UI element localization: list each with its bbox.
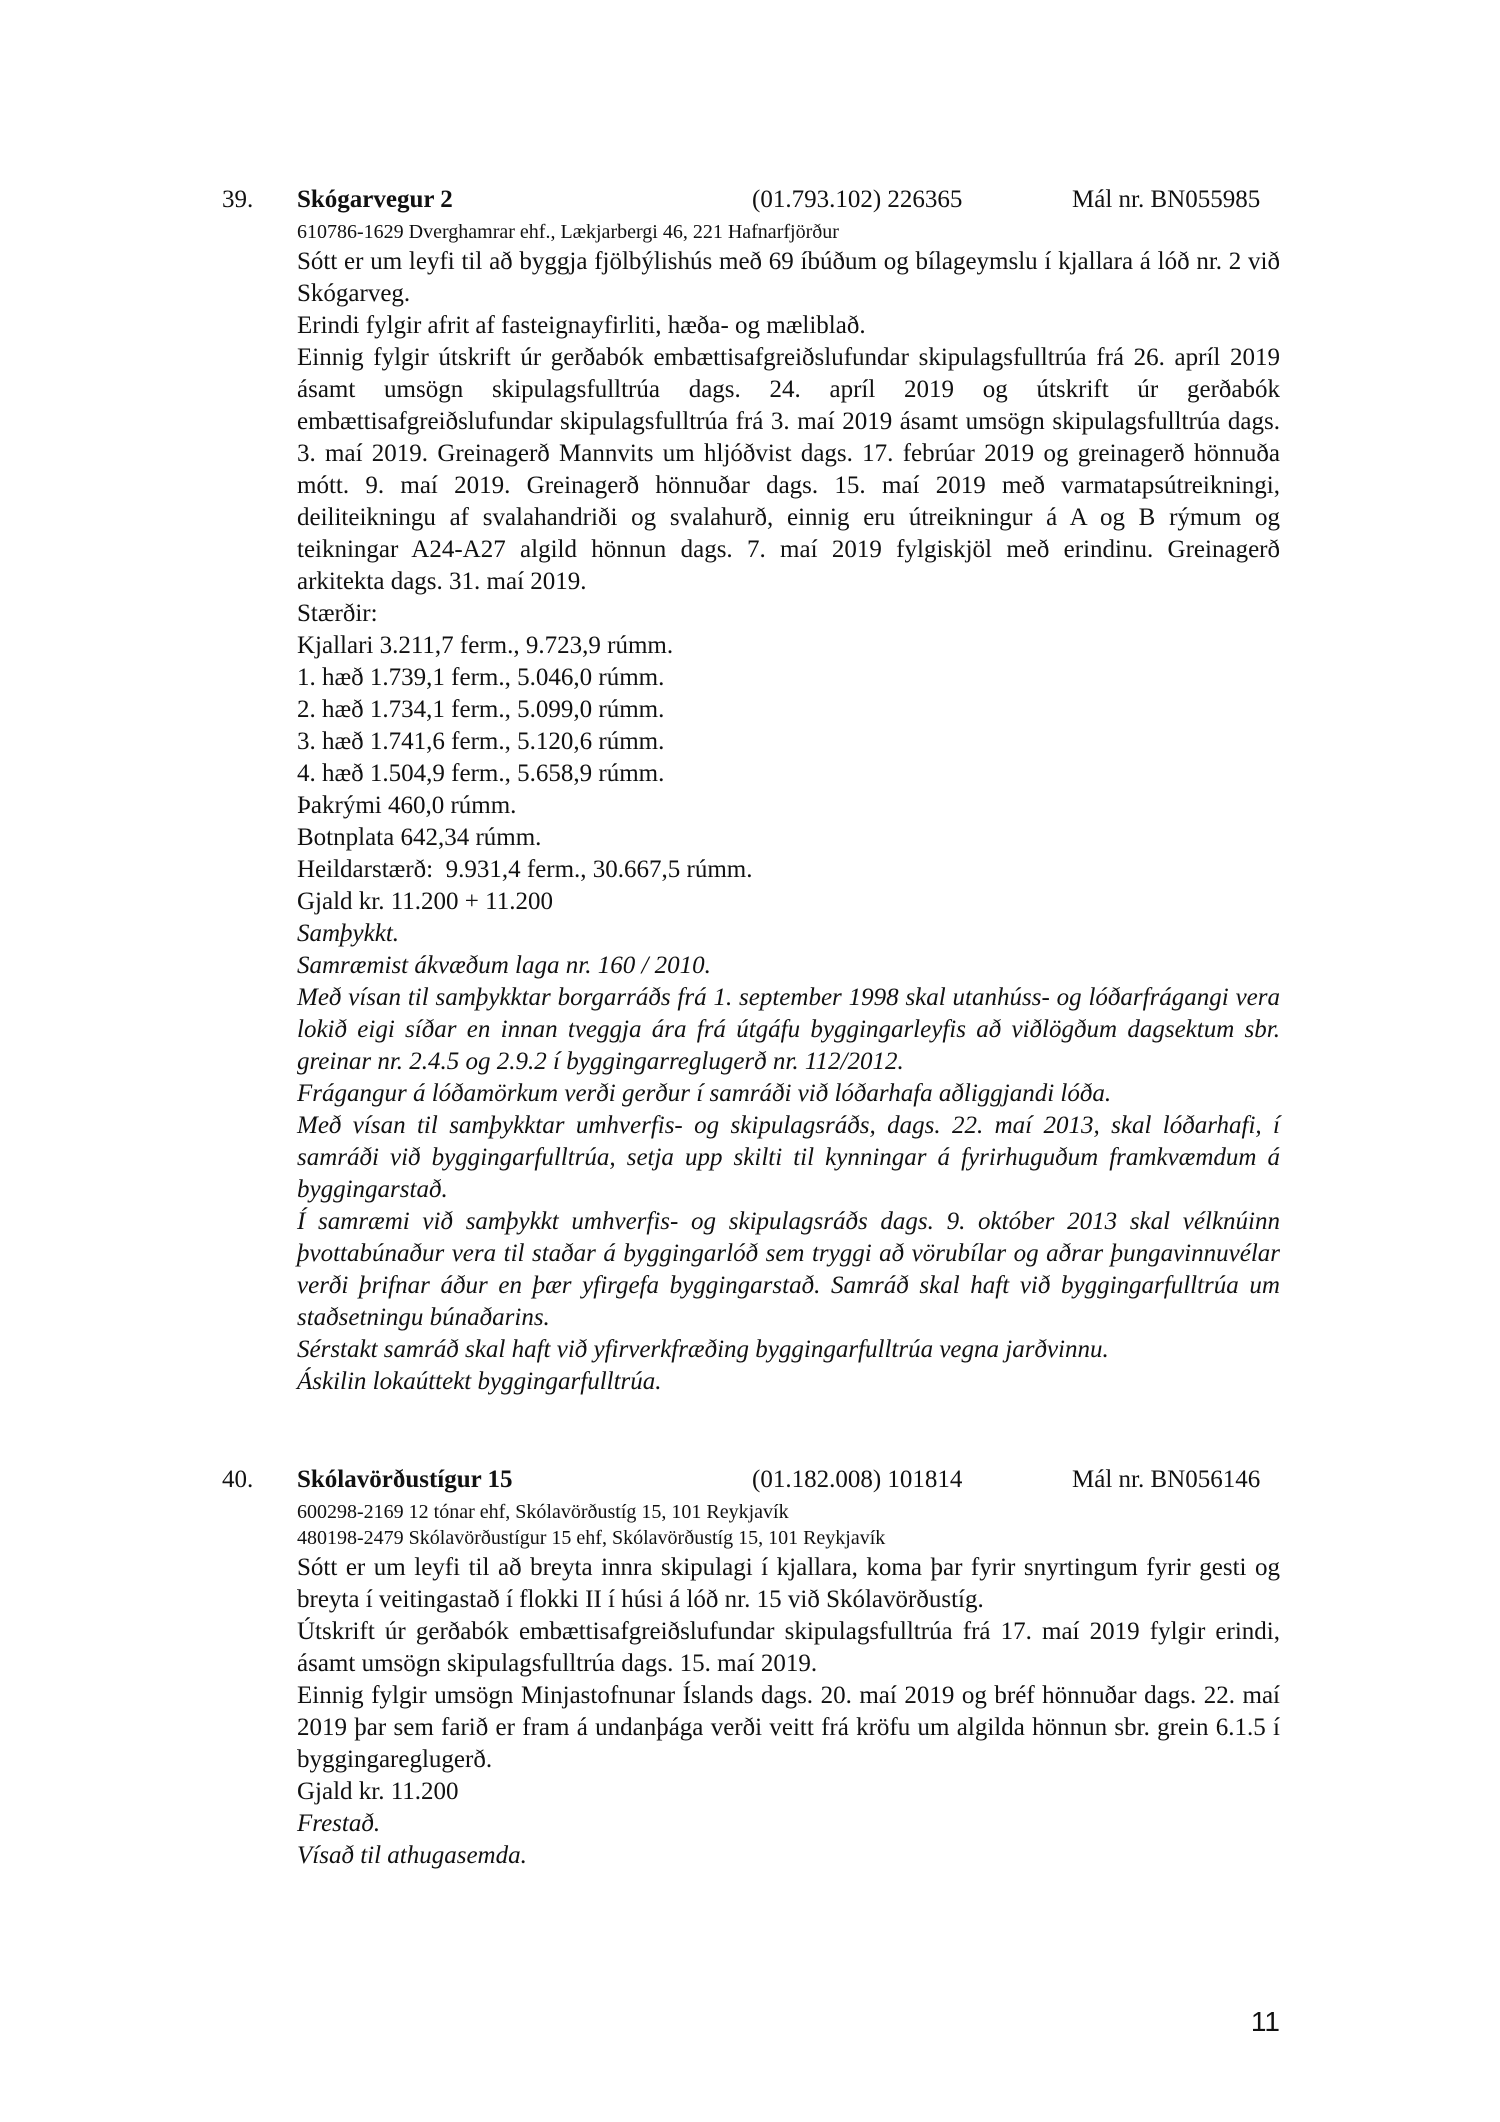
application-text: Sótt er um leyfi til að breyta innra skipulagi í kjallara, koma þar fyrir snyrtingum fyrir gesti og breyta í veitingastað í flokki II í húsi á lóð nr. 15 við Skólavörðustíg. — [297, 1554, 1280, 1613]
fee-line: Gjald kr. 11.200 + 11.200 — [297, 888, 553, 915]
decision-text: Samræmist ákvæðum laga nr. 160 / 2010. — [297, 952, 711, 979]
size-line: Þakrými 460,0 rúmm. — [297, 792, 517, 819]
entry-body — [297, 246, 1280, 1398]
entry-title: Skólavörðustígur 15 — [297, 1466, 513, 1493]
land-code: (01.793.102) 226365 — [752, 186, 963, 213]
size-line: Botnplata 642,34 rúmm. — [297, 824, 542, 851]
size-line: 1. hæð 1.739,1 ferm., 5.046,0 rúmm. — [297, 664, 665, 691]
total-size: Heildarstærð: 9.931,4 ferm., 30.667,5 rúmm. — [297, 856, 753, 883]
case-number: Mál nr. BN056146 — [1072, 1466, 1261, 1493]
size-line: 4. hæð 1.504,9 ferm., 5.658,9 rúmm. — [297, 760, 665, 787]
size-line: 3. hæð 1.741,6 ferm., 5.120,6 rúmm. — [297, 728, 665, 755]
attachment-text: Erindi fylgir afrit af fasteignayfirliti, hæða- og mæliblað. — [297, 312, 866, 339]
page-number: 11 — [1250, 2006, 1280, 2037]
decision-text: Áskilin lokaúttekt byggingarfulltrúa. — [297, 1368, 662, 1395]
attachment-text: Einnig fylgir útskrift úr gerðabók embættisafgreiðslufundar skipulagsfulltrúa frá 26. apríl 2019 ásamt umsögn skipulagsfulltrúa dags. 24. apríl 2019 og útskrift úr gerðabók embættisafgreiðslufundar skipulagsfulltrúa frá 3. maí 2019 ásamt umsögn skipulagsfulltrúa dags. 3. maí 2019. Greinagerð Mannvits um hljóðvist dags. 17. febrúar 2019 og greinagerð hönnuða mótt. 9. maí 2019. Greinagerð hönnuðar dags. 15. maí 2019 með varmatapsútreikningi, deiliteikningu af svalahandriði og svalahurð, einnig eru útreikningur á A og B rýmum og teikningar A24-A27 algild hönnun dags. 7. maí 2019 fylgiskjöl með erindinu. Greinagerð arkitekta dags. 31. maí 2019. — [297, 344, 1280, 595]
fee-line: Gjald kr. 11.200 — [297, 1778, 459, 1805]
decision-text: Með vísan til samþykktar borgarráðs frá 1. september 1998 skal utanhúss- og lóðarfrágangi vera lokið eigi síðar en innan tveggja ára frá útgáfu byggingarleyfis að viðlögðum dagsektum sbr. greinar nr. 2.4.5 og 2.9.2 í byggingarreglugerð nr. 112/2012. — [297, 984, 1280, 1075]
decision-text: Frestað. — [297, 1810, 381, 1837]
size-line: 2. hæð 1.734,1 ferm., 5.099,0 rúmm. — [297, 696, 665, 723]
entry-body — [297, 1552, 1280, 1872]
entry-number: 40. — [222, 1466, 254, 1493]
size-line: Kjallari 3.211,7 ferm., 9.723,9 rúmm. — [297, 632, 674, 659]
decision-text: Í samræmi við samþykkt umhverfis- og skipulagsráðs dags. 9. október 2013 skal vélknúinn þvottabúnaður vera til staðar á byggingarlóð sem tryggi að vörubílar og aðrar þungavinnuvélar verði þrifnar áður en þær yfirgefa byggingarstað. Samráð skal haft við byggingarfulltrúa um staðsetningu búnaðarins. — [297, 1208, 1280, 1331]
attachment-text: Útskrift úr gerðabók embættisafgreiðslufundar skipulagsfulltrúa frá 17. maí 2019 fylgir erindi, ásamt umsögn skipulagsfulltrúa dags. 15. maí 2019. — [297, 1618, 1280, 1677]
decision-text: Með vísan til samþykktar umhverfis- og skipulagsráðs, dags. 22. maí 2013, skal lóðarhafi, í samráði við byggingarfulltrúa, setja upp skilti til kynningar á fyrirhuguðum framkvæmdum á byggingarstað. — [297, 1112, 1280, 1203]
owner-line: 600298-2169 12 tónar ehf, Skólavörðustíg 15, 101 Reykjavík — [297, 1501, 789, 1523]
owner-line: 480198-2479 Skólavörðustígur 15 ehf, Skólavörðustíg 15, 101 Reykjavík — [297, 1527, 886, 1549]
attachment-text: Einnig fylgir umsögn Minjastofnunar Íslands dags. 20. maí 2019 og bréf hönnuðar dags. 22. maí 2019 þar sem farið er fram á undanþága verði veitt frá kröfu um algilda hönnun sbr. grein 6.1.5 í byggingareglugerð. — [297, 1682, 1280, 1773]
entry-number: 39. — [222, 186, 254, 213]
case-number: Mál nr. BN055985 — [1072, 186, 1261, 213]
size-heading: Stærðir: — [297, 600, 378, 627]
decision-text: Frágangur á lóðamörkum verði gerður í samráði við lóðarhafa aðliggjandi lóða. — [297, 1080, 1112, 1107]
entry-title: Skógarvegur 2 — [297, 186, 453, 213]
application-text: Sótt er um leyfi til að byggja fjölbýlishús með 69 íbúðum og bílageymslu í kjallara á lóð nr. 2 við Skógarveg. — [297, 248, 1280, 307]
decision-text: Sérstakt samráð skal haft við yfirverkfræðing byggingarfulltrúa vegna jarðvinnu. — [297, 1336, 1109, 1363]
decision-text: Vísað til athugasemda. — [297, 1842, 527, 1869]
land-code: (01.182.008) 101814 — [752, 1466, 963, 1493]
owner-line: 610786-1629 Dverghamrar ehf., Lækjarbergi 46, 221 Hafnarfjörður — [297, 221, 839, 243]
decision-text: Samþykkt. — [297, 920, 400, 947]
